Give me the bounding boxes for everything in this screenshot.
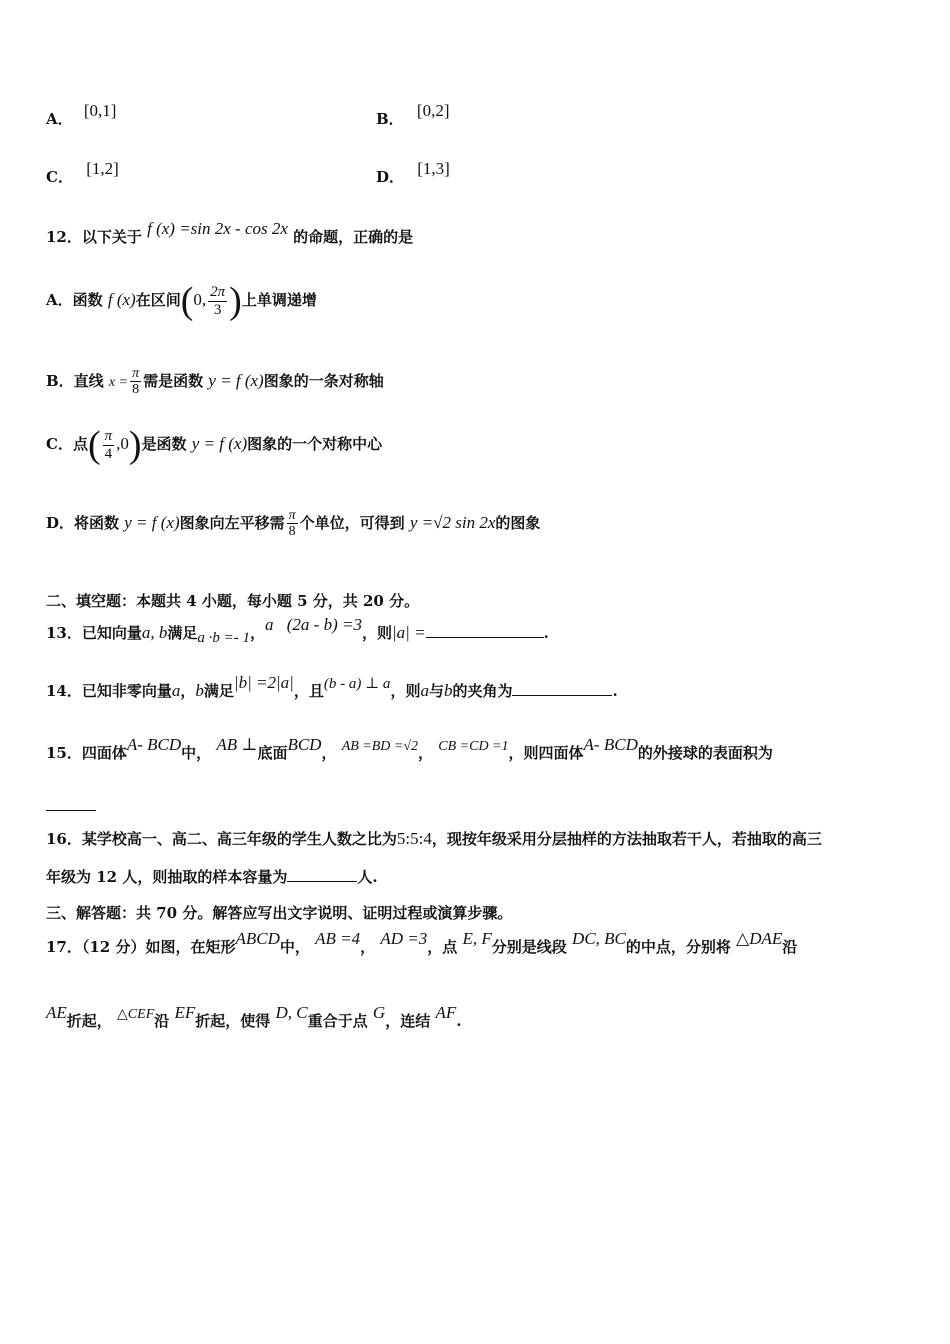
q14-b2: b (443, 681, 453, 700)
q12-b-f: y = f (x) (208, 370, 264, 390)
q15-mid1: 中， (181, 744, 212, 762)
question-15: 15．四面体A- BCD中， AB ⊥底面BCD， AB =BD =√2， CB =CD =1，则四面体A- BCD的外接球的表面积为 (46, 735, 773, 762)
q13-mid: 满足 (167, 624, 198, 642)
q12-c-fraction (103, 428, 115, 462)
q16-line2-tail: 人. (357, 868, 378, 886)
q17-ae: AE (46, 1003, 67, 1022)
q17-tri2: △CEF (117, 1007, 155, 1022)
q12-b-x: x = (108, 374, 129, 390)
q12-b-mid: 需是函数 (143, 371, 204, 390)
section-3-heading: 三、解答题：共 70 分。解答应写出文字说明、证明过程或演算步骤。 (46, 904, 513, 922)
q13-cond2: a⃞(2a - b) =3 (265, 615, 362, 634)
q12-d-prefix: D．将函数 (46, 513, 120, 532)
q13-ask: |a| = (391, 623, 426, 642)
option-c-label: C． (46, 168, 73, 186)
q15-perp: AB ⊥ (216, 735, 258, 754)
q16-prefix: 16．某学校高一、高二、高三年级的学生人数之比为 (46, 830, 397, 848)
q13-prefix: 13．已知向量 (46, 624, 142, 642)
q17-ad: AD =3 (380, 929, 428, 948)
q12-d-f: y = f (x) (124, 512, 180, 532)
q17-along: 沿 (782, 938, 798, 956)
q13-answer-blank[interactable] (426, 623, 544, 638)
q15-prefix: 15．四面体 (46, 744, 127, 762)
q12-a-num: 2π (210, 284, 226, 300)
q17-ef2: EF (174, 1003, 196, 1022)
q14-comma: ， (180, 682, 196, 700)
q12-option-d (46, 508, 910, 540)
option-a-value: [0,1] (83, 101, 117, 120)
question-17-line-1: 17．（12 分）如图，在矩形ABCD中， AB =4， AD =3，点 E, F分别是线段 DC, BC的中点，分别将 △DAE沿 (46, 929, 798, 956)
q14-cond2: (b - a) ⊥ a (323, 676, 391, 692)
q14-mid2: ，且 (293, 682, 324, 700)
option-b-value: [0,2] (416, 101, 450, 120)
q14-with: 与 (428, 682, 444, 700)
option-b (376, 101, 450, 129)
question-16-line-1 (46, 828, 910, 849)
q15-solid2: A- BCD (583, 735, 638, 754)
q12-b-tail: 图象的一条对称轴 (263, 371, 384, 390)
q12-c-prefix: C．点 (46, 435, 88, 453)
q15-cond2: CB =CD =1 (438, 739, 509, 754)
question-12 (46, 219, 910, 247)
q17-mid1: 中， (279, 938, 310, 956)
q12-a-prefix: A．函数 (46, 291, 103, 309)
q17-mid2: ，点 (427, 938, 458, 956)
q12-tail: 的命题，正确的是 (293, 228, 414, 246)
q17-ef: E, F (462, 929, 492, 948)
q12-c-f: y = f (x) (191, 434, 248, 453)
q17-segs: DC, BC (572, 929, 626, 948)
option-d-value: [1,3] (417, 159, 450, 178)
q17-af: AF (435, 1003, 457, 1022)
q12-a-tail: 上单调递增 (241, 291, 317, 309)
q14-mid: 满足 (203, 682, 234, 700)
q15-base: BCD (287, 735, 322, 754)
question-13: 13．已知向量a, b满足a ·b =- 1，a⃞(2a - b) =3，则|a| = . (46, 615, 549, 646)
q16-line2-prefix: 年级为 12 人，则抽取的样本容量为 (46, 868, 288, 886)
q12-b-num: π (132, 366, 140, 381)
q15-answer-blank[interactable] (46, 796, 96, 811)
option-a-label: A． (46, 110, 73, 128)
q14-a2: a (420, 681, 429, 700)
q17-dc: D, C (275, 1003, 308, 1022)
q15-cond1: AB =BD =√2 (341, 739, 419, 754)
q12-a-f: f (x) (107, 290, 136, 309)
q14-end: . (612, 682, 618, 700)
q12-c-den: 4 (104, 445, 113, 462)
q16-answer-blank[interactable] (287, 867, 357, 882)
q14-a: a (171, 681, 181, 700)
q12-d-den: 8 (288, 524, 296, 540)
q16-ratio: 5:5:4 (396, 829, 432, 848)
option-c (46, 159, 119, 187)
question-14 (46, 673, 910, 701)
q17-mid4: 的中点，分别将 (625, 938, 731, 956)
q12-d-mid2: 个单位，可得到 (299, 513, 405, 532)
q12-b-fraction (130, 366, 141, 398)
q14-prefix: 14．已知非零向量 (46, 682, 172, 700)
q14-b: b (195, 681, 204, 700)
q12-c-tail: 图象的一个对称中心 (247, 435, 383, 453)
q12-c-num: π (104, 428, 113, 444)
section-2-heading: 二、填空题：本题共 4 小题，每小题 5 分，共 20 分。 (46, 592, 420, 610)
q12-option-b (46, 366, 910, 398)
q17-end: . (456, 1012, 462, 1030)
q16-tail: ，现按年级采用分层抽样的方法抽取若干人，若抽取的高三 (431, 830, 822, 848)
option-b-label: B． (376, 110, 404, 128)
q12-a-interval-left: 0, (193, 290, 207, 309)
q17-g: G (372, 1003, 386, 1022)
q12-function: f (x) =sin 2x - cos 2x (147, 219, 288, 238)
q15-tail: 的外接球的表面积为 (637, 744, 773, 762)
q12-option-c: C．点( $\frac{\pi}{4}$ ,0)是函数 y = f (x)图象的一个对称中心 (46, 424, 383, 466)
q12-d-num: π (288, 508, 296, 523)
q17-rect: ABCD (235, 929, 280, 948)
option-d-label: D． (376, 168, 405, 186)
q17-connect: ，连结 (385, 1012, 431, 1030)
q14-answer-blank[interactable] (512, 681, 612, 696)
q12-d-mid: 图象向左平移需 (179, 513, 285, 532)
q17-along2: 沿 (154, 1012, 170, 1030)
q17-coincide: 重合于点 (307, 1012, 368, 1030)
q12-a-fraction (208, 284, 227, 318)
q13-vars: a, b (141, 623, 168, 642)
q13-mid2: ，则 (361, 624, 392, 642)
q13-cond1: a ·b =- 1 (197, 630, 251, 646)
q12-d-result: y =√2 sin 2x (409, 512, 496, 532)
q13-end: . (543, 624, 549, 642)
q15-solid: A- BCD (126, 735, 182, 754)
q17-fold2: 折起，使得 (195, 1012, 271, 1030)
q14-cond1: |b| =2|a| (233, 673, 294, 692)
q12-c-right: ,0 (116, 434, 129, 453)
question-17-line-2 (46, 1003, 910, 1031)
q12-b-den: 8 (132, 382, 140, 398)
q12-a-den: 3 (213, 301, 222, 318)
option-a (46, 101, 117, 129)
q15-mid3: ，则四面体 (508, 744, 584, 762)
q17-ab: AB =4 (315, 929, 361, 948)
q12-d-fraction (287, 508, 298, 540)
q17-prefix: 17．（12 分）如图，在矩形 (46, 938, 236, 956)
q12-a-mid: 在区间 (135, 291, 181, 309)
option-d (376, 159, 450, 187)
q12-option-a: A．函数 f (x)在区间(0, $\frac{2\pi}{3}$ )上单调递增 (46, 280, 317, 322)
q12-prefix: 12．以下关于 (46, 228, 142, 246)
question-16-line-2 (46, 866, 910, 887)
q14-tail: 的夹角为 (452, 682, 513, 700)
q12-d-tail: 的图象 (495, 513, 541, 532)
q17-fold1: 折起， (66, 1012, 112, 1030)
q14-mid3: ，则 (390, 682, 421, 700)
option-c-value: [1,2] (86, 159, 119, 178)
q17-mid3: 分别是线段 (491, 938, 567, 956)
q17-tri1: △DAE (736, 929, 783, 948)
q12-c-mid: 是函数 (141, 435, 187, 453)
q15-mid2: 底面 (257, 744, 288, 762)
q12-b-prefix: B．直线 (46, 371, 104, 390)
